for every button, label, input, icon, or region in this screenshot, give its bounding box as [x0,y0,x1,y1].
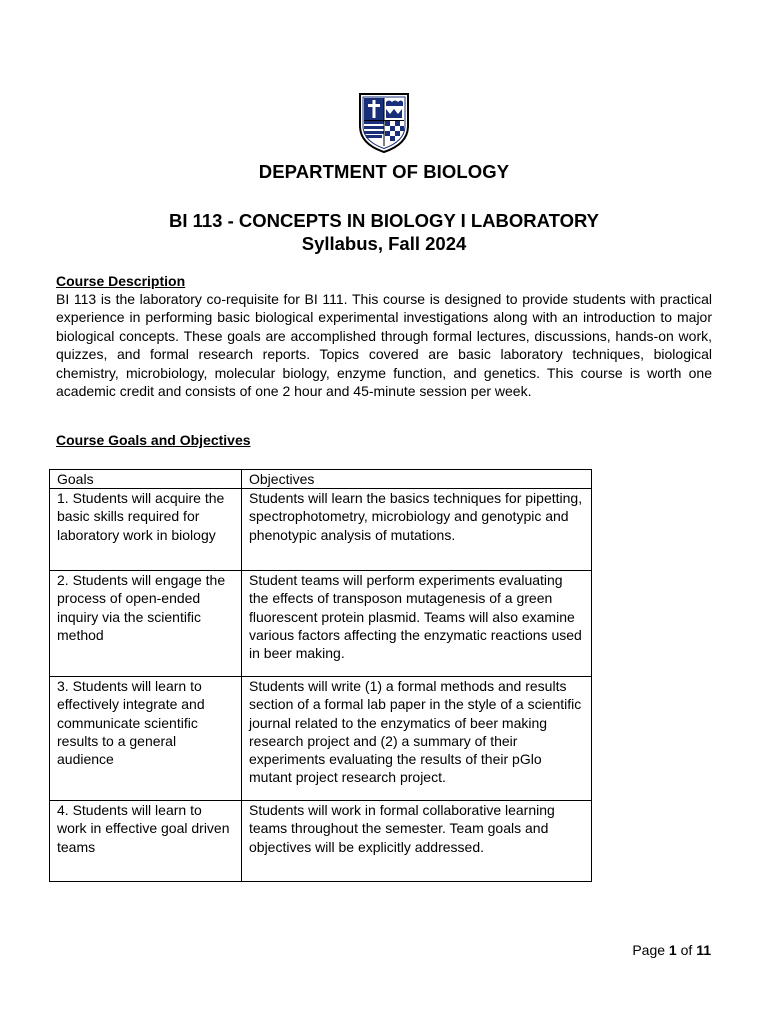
table-row [50,489,592,571]
goal-cell: 1. Students will acquire the basic skills required for laboratory work in biology [50,489,242,571]
department-title: DEPARTMENT OF BIOLOGY [258,161,510,182]
objectives-column-header: Objectives [242,470,592,489]
table-row [50,677,592,801]
goal-cell: 2. Students will engage the process of open-ended inquiry via the scientific method [50,571,242,677]
course-description-heading: Course Description [56,273,186,289]
table-row [50,801,592,882]
page-label: Page [632,942,666,958]
table-row [50,571,592,677]
objective-cell: Student teams will perform experiments evaluating the effects of transposon mutagenesis of a green fluorescent protein plasmid. Teams will also examine various factors affecting the enzymatic reactions used in beer making. [242,571,592,677]
objective-cell: Students will work in formal collaborative learning teams throughout the semester. Team goals and objectives will be explicitly addressed. [242,801,592,882]
current-page: 1 [668,942,677,958]
goals-objectives-table [49,469,592,882]
goal-cell: 4. Students will learn to work in effective goal driven teams [50,801,242,882]
objective-cell: Students will write (1) a formal methods and results section of a formal lab paper in the style of a scientific journal related to the enzymatics of beer making research project and (2) a summary of their experiments evaluating the results of their pGlo mutant project research project. [242,677,592,801]
course-goals-heading: Course Goals and Objectives [56,432,251,448]
department-crest-icon [358,92,410,154]
course-subtitle: Syllabus, Fall 2024 [301,233,467,254]
total-pages: 11 [696,942,711,958]
goal-cell: 3. Students will learn to effectively integrate and communicate scientific results to a general audience [50,677,242,801]
course-title-block [0,209,768,255]
of-label: of [680,942,693,958]
page-number [632,942,711,958]
goals-column-header: Goals [50,470,242,489]
objective-cell: Students will learn the basics techniques for pipetting, spectrophotometry, microbiology and genotypic and phenotypic analysis of mutations. [242,489,592,571]
course-title: BI 113 - CONCEPTS IN BIOLOGY I LABORATORY [168,210,600,231]
table-header-row [50,470,592,489]
course-description-text: BI 113 is the laboratory co-requisite for BI 111. This course is designed to provide students with practical experience in performing basic biological experimental investigations along with an introduction to major biological concepts. These goals are accomplished through formal lectures, discussions, hands-on work, quizzes, and formal research reports. Topics covered are basic laboratory techniques, biological chemistry, microbiology, molecular biology, enzyme function, and genetics. This course is worth one academic credit and consists of one 2 hour and 45-minute session per week. [56,291,712,400]
